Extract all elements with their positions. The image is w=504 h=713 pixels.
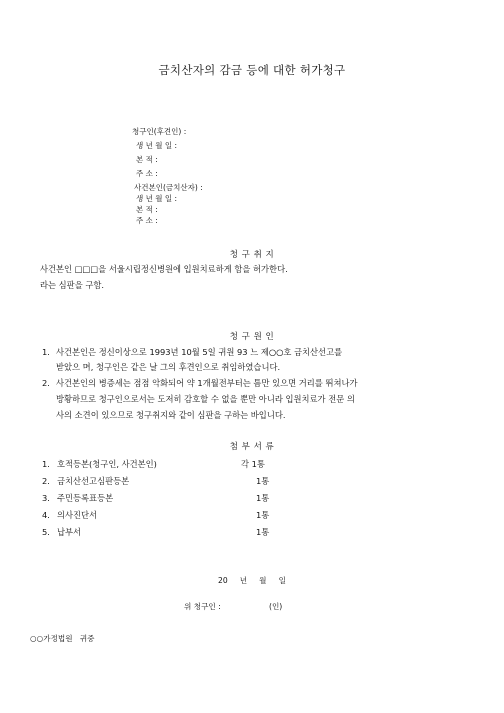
attachment-number: 4.	[42, 510, 50, 520]
subject-heading: 사건본인(금치산자) :	[134, 183, 203, 192]
court-addressee: ○○가정법원 귀중	[30, 634, 95, 643]
attachment-quantity: 각 1통	[241, 459, 265, 469]
reason-line: 사건본인은 정신이상으로 1993년 10월 5일 귀원 93 느 제○○호 금치산선고를	[56, 347, 343, 357]
applicant-heading: 청구인(후견인) :	[132, 127, 187, 136]
purpose-heading: 청 구 취 지	[229, 250, 275, 260]
reason-number: 2.	[42, 378, 50, 388]
attachment-number: 2.	[42, 476, 50, 486]
attachment-quantity: 1통	[256, 527, 270, 537]
applicant-birthdate-label: 생 년 월 일 :	[136, 141, 178, 150]
reason-line: 받았으 며, 청구인은 같은 날 그의 후견인으로 취임하였습니다.	[56, 362, 281, 372]
attachment-number: 5.	[42, 527, 50, 537]
reason-number: 1.	[42, 347, 50, 357]
attachment-quantity: 1통	[256, 476, 270, 486]
signature-line: 위 청구인 : (인)	[184, 602, 283, 611]
subject-domicile-label: 본 적 :	[136, 205, 158, 214]
reason-line: 사건본인의 병증세는 점점 악화되어 약 1개월전부터는 틈만 있으면 거리를 뛰쳐나가	[56, 378, 358, 388]
subject-address-label: 주 소 :	[136, 216, 158, 225]
purpose-line: 사건본인 □□□을 서울시립정신병원에 입원치료하게 함을 허가한다.	[40, 264, 288, 274]
attachment-name: 의사진단서	[57, 510, 98, 520]
attachment-name: 호적등본(청구인, 사건본인)	[57, 459, 157, 469]
reasons-heading: 청 구 원 인	[229, 332, 275, 342]
attachment-name: 금치산선고심판등본	[57, 476, 130, 486]
attachment-quantity: 1통	[256, 493, 270, 503]
attachments-heading: 첨 부 서 류	[229, 442, 275, 452]
attachment-name: 납부서	[57, 527, 82, 537]
document-title: 금치산자의 감금 등에 대한 허가청구	[158, 63, 346, 77]
reason-line: 사의 소견이 있으므로 청구취지와 같이 심판을 구하는 바입니다.	[56, 410, 286, 420]
attachment-number: 3.	[42, 493, 50, 503]
applicant-address-label: 주 소 :	[136, 169, 158, 178]
attachment-name: 주민등록표등본	[57, 493, 114, 503]
attachment-number: 1.	[42, 459, 50, 469]
date-line: 20 년 월 일	[218, 576, 286, 585]
applicant-domicile-label: 본 적 :	[136, 155, 158, 164]
attachment-quantity: 1통	[256, 510, 270, 520]
purpose-line: 라는 심판을 구함.	[40, 280, 105, 290]
reason-line: 방황하므로 청구인으로서는 도저히 감호할 수 없을 뿐만 아니라 입원치료가 전문 의	[56, 394, 355, 404]
subject-birthdate-label: 생 년 월 일 :	[136, 194, 178, 203]
